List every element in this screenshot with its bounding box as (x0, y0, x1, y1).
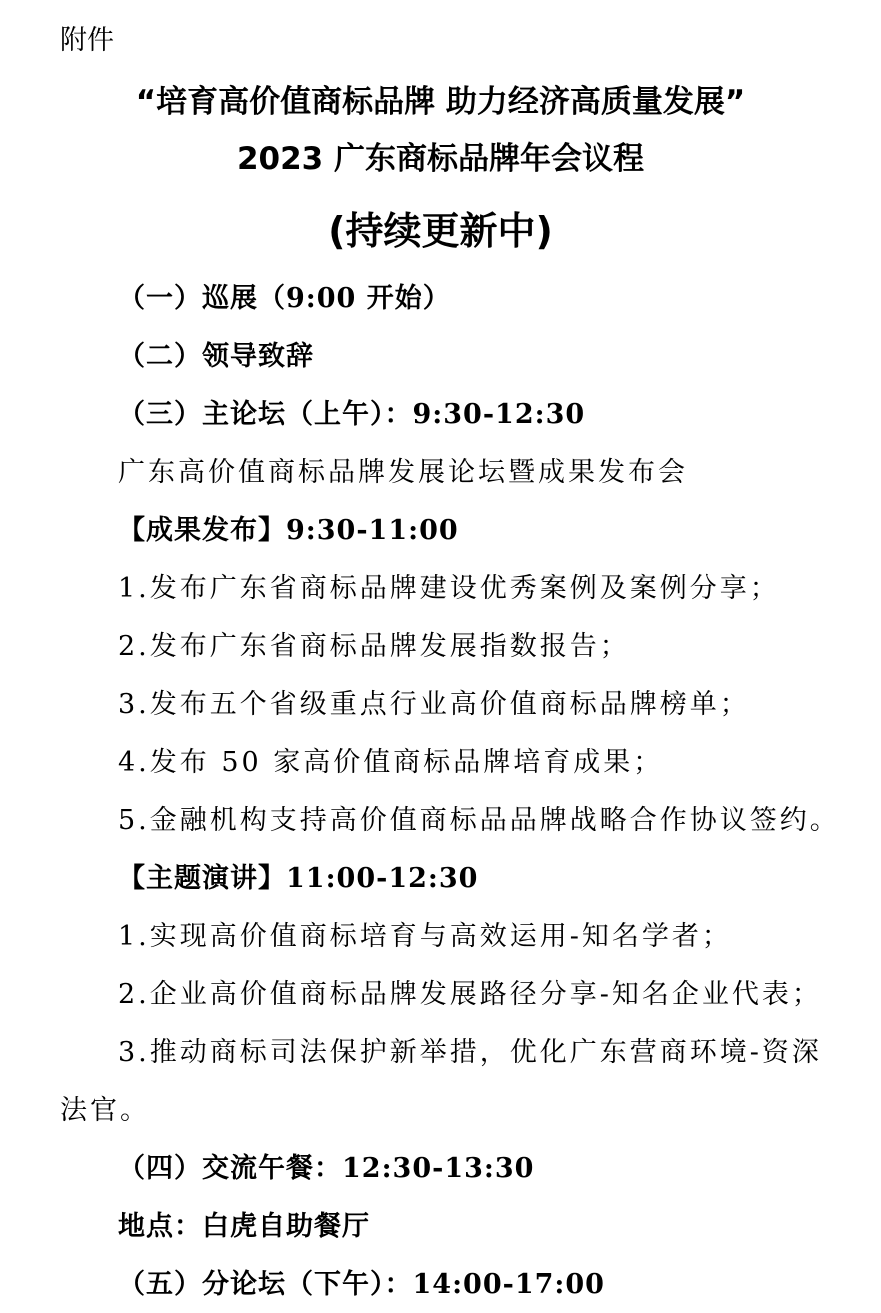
agenda-section-3: （三）主论坛（上午）：9:30-12:30 (118, 399, 586, 430)
title-line-1: “培育高价值商标品牌 助力经济高质量发展” (135, 84, 746, 120)
speech-item-3-continued: 法官。 (60, 1095, 150, 1126)
title-line-2: 2023 广东商标品牌年会议程 (236, 141, 645, 177)
results-item-1: 1.发布广东省商标品牌建设优秀案例及案例分享； (118, 573, 780, 604)
speech-item-2: 2.企业高价值商标品牌发展路径分享-知名企业代表； (118, 979, 822, 1010)
speech-item-1: 1.实现高价值商标培育与高效运用-知名学者； (118, 921, 732, 952)
results-item-4: 4.发布 50 家高价值商标品牌培育成果； (118, 747, 664, 778)
agenda-section-2: （二）领导致辞 (118, 341, 314, 372)
attachment-label: 附件 (60, 25, 114, 56)
results-header: 【成果发布】9:30-11:00 (118, 515, 459, 546)
results-item-5: 5.金融机构支持高价值商标品品牌战略合作协议签约。 (118, 805, 840, 836)
forum-name: 广东高价值商标品牌发展论坛暨成果发布会 (118, 457, 688, 488)
agenda-section-5: （五）分论坛（下午）：14:00-17:00 (118, 1269, 605, 1300)
agenda-section-1: （一）巡展（9:00 开始） (118, 283, 451, 314)
speech-item-3: 3.推动商标司法保护新举措，优化广东营商环境-资深 (118, 1037, 822, 1068)
title-line-3: (持续更新中) (328, 209, 553, 253)
agenda-section-4: （四）交流午餐：12:30-13:30 (118, 1153, 535, 1184)
results-item-3: 3.发布五个省级重点行业高价值商标品牌榜单； (118, 689, 750, 720)
speech-header: 【主题演讲】11:00-12:30 (118, 863, 479, 894)
lunch-location: 地点：白虎自助餐厅 (118, 1211, 370, 1242)
results-item-2: 2.发布广东省商标品牌发展指数报告； (118, 631, 630, 662)
